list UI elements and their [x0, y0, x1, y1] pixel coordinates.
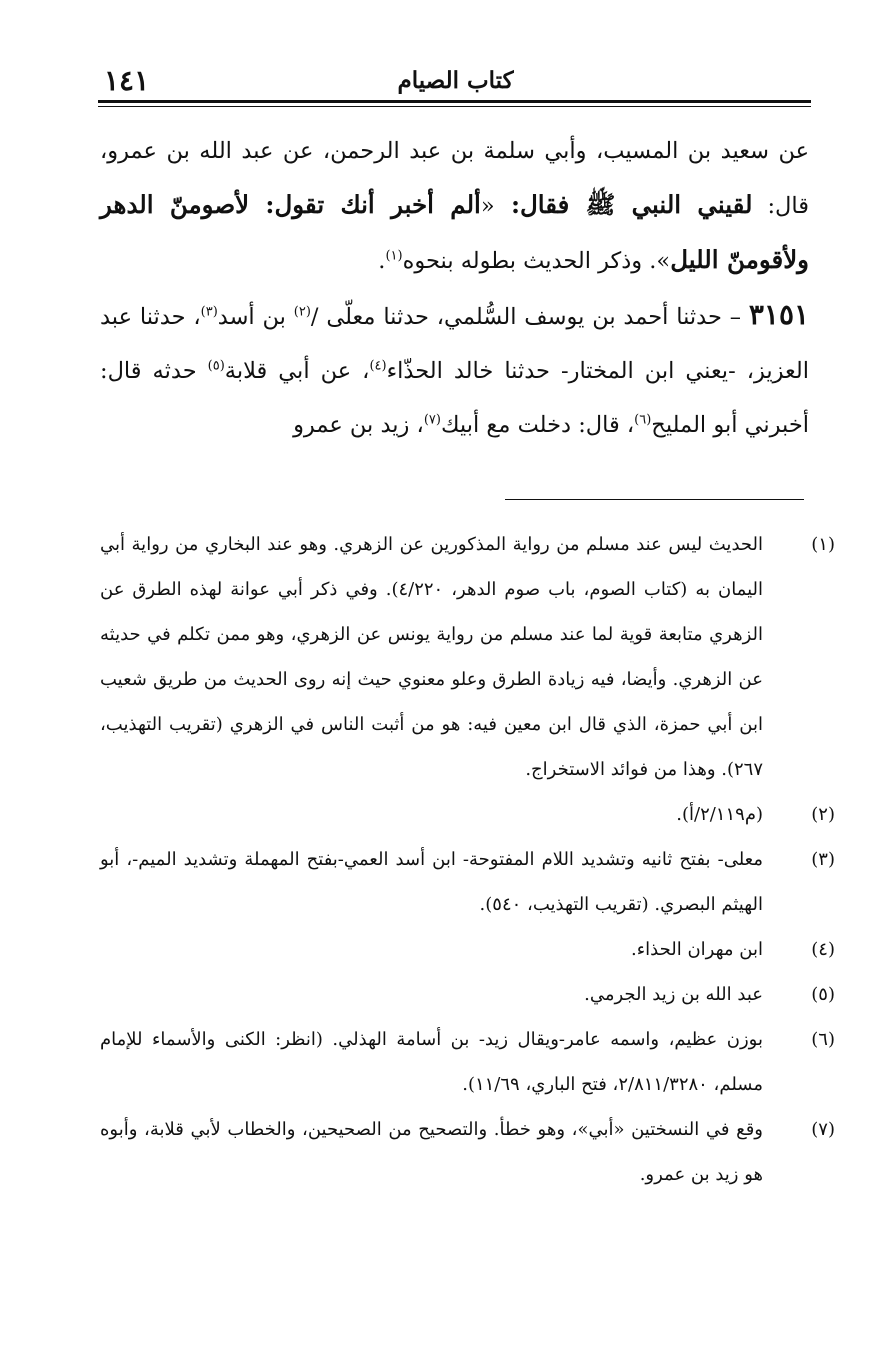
footnote-text: معلى- بفتح ثانيه وتشديد اللام المفتوحة- ابن أسد العمي-بفتح المهملة وتشديد الميم-، أبو الهيثم البصري. (تقريب التهذيب، ٥٤٠).	[100, 849, 763, 915]
text-run: ». وذكر الحديث بطوله بنحوه	[402, 248, 671, 274]
text-run: ، زيد بن عمرو	[293, 412, 424, 438]
footnote-number: (١)	[811, 534, 835, 555]
footnote-text: عبد الله بن زيد الجرمي.	[584, 984, 763, 1005]
footnote-ref: (٦)	[634, 412, 652, 428]
text-run: ، حدثنا عبد العزيز، -يعني ابن المختار- حدثنا خالد الحذّاء	[100, 304, 810, 384]
footnote-1	[100, 522, 835, 792]
footnotes	[100, 522, 835, 1197]
footnote-text: ابن مهران الحذاء.	[631, 939, 763, 960]
header-rule-thin	[98, 106, 811, 107]
text-run: ، قال: دخلت مع أبيك	[440, 412, 635, 438]
bold-text: لقيني النبي ﷺ فقال:	[494, 190, 753, 219]
footnote-separator	[505, 499, 804, 500]
footnote-3	[100, 837, 835, 927]
text-run: .	[378, 248, 386, 274]
footnote-number: (٦)	[811, 1029, 835, 1050]
text-run: بن أسد	[217, 304, 294, 330]
footnote-6	[100, 1017, 835, 1107]
main-paragraph-2	[100, 288, 809, 452]
bold-quote: ألم أخبر أنك تقول: لأصومنّ الدهر ولأقومنّ الليل	[100, 190, 809, 274]
footnote-ref: (٧)	[423, 412, 441, 428]
main-text	[100, 124, 809, 452]
text-run: ، عن أبي قلابة	[224, 358, 370, 384]
footnote-ref: (٥)	[207, 358, 225, 374]
footnote-text: الحديث ليس عند مسلم من رواية المذكورين عن الزهري. وهو عند البخاري من رواية أبي اليمان به (كتاب الصوم، باب صوم الدهر، ٤/٢٢٠). وفي ذكر أبي عوانة لهذه الطرق عن الزهري متابعة قوية لما عند مسلم من رواية يونس عن الزهري، وهو ممن تكلم في حديثه عن الزهري. وأيضا، فيه زيادة الطرق وعلو معنوي حيث إنه روى الحديث من طريق شعيب ابن أبي حمزة، الذي قال ابن معين فيه: هو من أثبت الناس في الزهري (تقريب التهذيب، ٢٦٧). وهذا من فوائد الاستخراج.	[100, 534, 764, 780]
hadith-number: ٣١٥١	[748, 298, 810, 331]
quote-mark: «	[480, 193, 495, 219]
footnote-4	[100, 927, 835, 972]
footnote-number: (٣)	[811, 849, 835, 870]
header-rule-thick	[98, 100, 811, 103]
footnote-7	[100, 1107, 835, 1197]
footnote-ref: (٤)	[369, 358, 387, 374]
running-title: كتاب الصيام	[397, 67, 514, 94]
footnote-text: وقع في النسختين «أبي»، وهو خطأ. والتصحيح من الصحيحين، والخطاب لأبي قلابة، وأبوه هو زيد بن عمرو.	[100, 1119, 763, 1185]
text-run: عن سعيد بن المسيب، وأبي سلمة بن عبد الرحمن، عن عبد الله بن عمرو، قال:	[100, 138, 809, 219]
main-paragraph-1	[100, 124, 809, 288]
footnote-number: (٢)	[811, 804, 835, 825]
text-run: – حدثنا أحمد بن يوسف السُّلمي، حدثنا معلّى /	[310, 304, 749, 330]
footnote-number: (٥)	[811, 984, 835, 1005]
footnote-ref: (٣)	[200, 304, 218, 320]
footnote-number: (٧)	[811, 1119, 835, 1140]
footnote-text: (م٢/١١٩/أ).	[676, 804, 763, 825]
footnote-5	[100, 972, 835, 1017]
page-header	[100, 64, 811, 100]
footnote-ref: (١)	[385, 248, 403, 264]
page-number: ١٤١	[104, 64, 150, 97]
footnote-2	[100, 792, 835, 837]
text-run: حدثه قال: أخبرني أبو المليح	[100, 358, 809, 438]
footnote-number: (٤)	[811, 939, 835, 960]
footnote-text: بوزن عظيم، واسمه عامر-ويقال زيد- بن أسامة الهذلي. (انظر: الكنى والأسماء للإمام مسلم، ٢/٨١١/٣٢٨٠، فتح الباري، ١١/٦٩).	[100, 1029, 763, 1095]
footnote-ref: (٢)	[293, 304, 311, 320]
